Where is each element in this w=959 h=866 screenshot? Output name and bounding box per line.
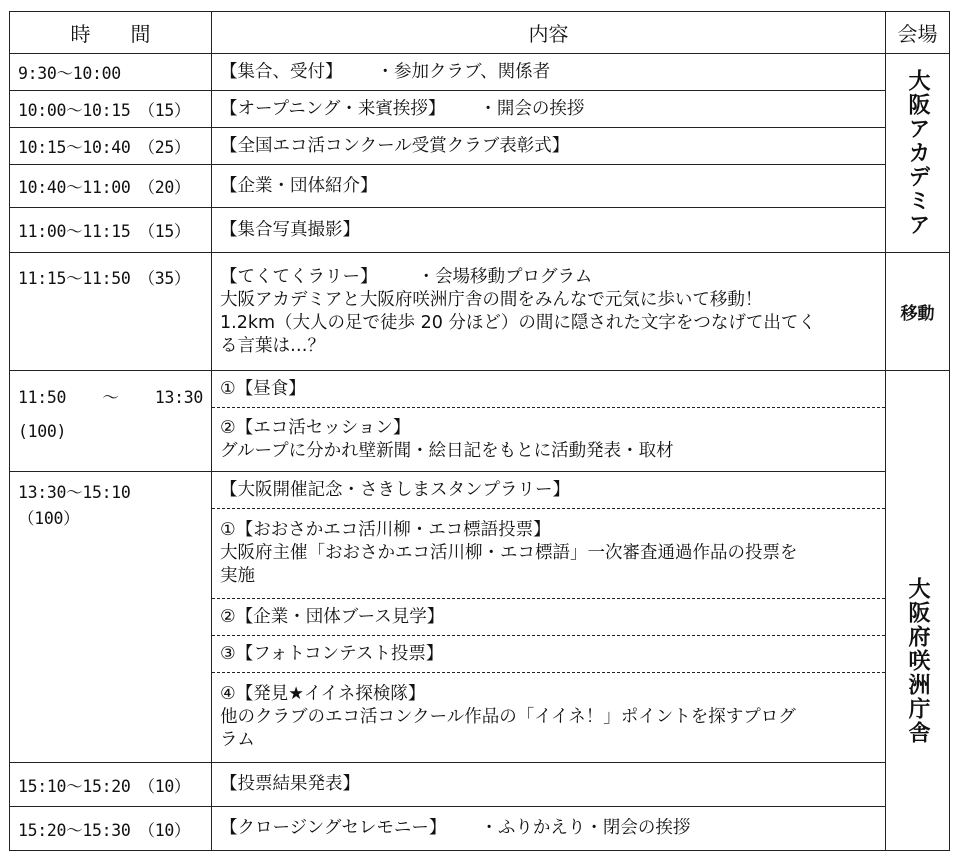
item-title: 【大阪開催記念・さきしまスタンプラリー】 bbox=[220, 479, 570, 500]
schedule-table bbox=[9, 11, 950, 851]
item-title: 【クロージングセレモニー】 bbox=[220, 818, 447, 838]
item-title: ②【エコ活セッション】 bbox=[220, 417, 411, 438]
item-title: 【集合写真撮影】 bbox=[220, 219, 360, 240]
header-row bbox=[10, 12, 950, 54]
venue-cell-blank bbox=[886, 371, 950, 472]
item-desc: 大阪府主催「おおさかエコ活川柳・エコ標語」一次審査通過作品の投票を bbox=[220, 543, 798, 563]
venue-academia: 大阪アカデミア bbox=[905, 69, 930, 237]
header-content: 内容 bbox=[212, 12, 886, 54]
content-cell bbox=[212, 673, 886, 763]
time-duration: (100) bbox=[18, 422, 67, 441]
table-row bbox=[10, 54, 950, 91]
item-desc: ラム bbox=[220, 730, 255, 750]
item-desc: 大阪アカデミアと大阪府咲洲庁舎の間をみんなで元気に歩いて移動！ bbox=[220, 289, 763, 310]
venue-cell-academia bbox=[886, 54, 950, 253]
item-title: 【投票結果発表】 bbox=[220, 774, 360, 794]
time-cell: 15:20～15:30 （10） bbox=[10, 807, 212, 851]
time-duration: （100） bbox=[18, 509, 80, 528]
table-row bbox=[10, 165, 950, 208]
time-cell bbox=[10, 371, 212, 472]
content-cell bbox=[212, 636, 886, 673]
content-cell bbox=[212, 472, 886, 509]
item-title: ④【発見★イイネ探検隊】 bbox=[220, 684, 426, 704]
content-cell bbox=[212, 807, 886, 851]
venue-sakishima: 大阪府咲洲庁舎 bbox=[905, 576, 930, 745]
item-desc: 他のクラブのエコ活コンクール作品の「イイネ！」ポイントを探すプログ bbox=[220, 707, 796, 727]
time-cell: 10:00～10:15 （15） bbox=[10, 91, 212, 128]
time-cell: 9:30～10:00 bbox=[10, 54, 212, 91]
table-row bbox=[10, 91, 950, 128]
item-title: ③【フォトコンテスト投票】 bbox=[220, 643, 444, 664]
venue-cell-sakishima bbox=[886, 472, 950, 851]
item-desc: 1.2km（大人の足で徒歩 20 分ほど）の間に隠された文字をつなげて出てく bbox=[220, 312, 816, 333]
item-title: ①【昼食】 bbox=[220, 378, 306, 399]
content-cell bbox=[212, 408, 886, 472]
table-row bbox=[10, 253, 950, 371]
header-time: 時 間 bbox=[10, 12, 212, 54]
time-cell: 11:15～11:50 （35） bbox=[10, 253, 212, 371]
time-end: 13:30 bbox=[154, 388, 203, 407]
item-note: ・会場移動プログラム bbox=[417, 266, 593, 287]
content-cell bbox=[212, 54, 886, 91]
time-cell: 15:10～15:20 （10） bbox=[10, 763, 212, 807]
time-start: 11:50 bbox=[18, 388, 67, 407]
content-cell bbox=[212, 599, 886, 636]
item-note: ・参加クラブ、関係者 bbox=[376, 61, 551, 82]
content-cell bbox=[212, 371, 886, 408]
item-title: 【企業・団体紹介】 bbox=[220, 175, 378, 196]
content-cell bbox=[212, 253, 886, 371]
content-cell bbox=[212, 165, 886, 208]
item-note: ・開会の挨拶 bbox=[479, 98, 585, 119]
content-cell bbox=[212, 128, 886, 165]
item-desc: 実施 bbox=[220, 566, 255, 586]
item-title: ①【おおさかエコ活川柳・エコ標語投票】 bbox=[220, 520, 551, 540]
header-venue: 会場 bbox=[886, 12, 950, 54]
time-cell bbox=[10, 472, 212, 763]
item-desc: る言葉は…？ bbox=[220, 335, 325, 356]
item-title: ②【企業・団体ブース見学】 bbox=[220, 606, 445, 627]
table-row bbox=[10, 208, 950, 253]
item-title: 【てくてくラリー】 bbox=[220, 266, 378, 287]
time-cell: 10:40～11:00 （20） bbox=[10, 165, 212, 208]
table-row bbox=[10, 807, 950, 851]
item-title: 【集合、受付】 bbox=[220, 61, 343, 82]
venue-move: 移動 bbox=[886, 253, 950, 371]
table-row bbox=[10, 763, 950, 807]
table-row bbox=[10, 128, 950, 165]
table-row bbox=[10, 371, 950, 408]
content-cell bbox=[212, 509, 886, 599]
item-note: ・ふりかえり・閉会の挨拶 bbox=[480, 818, 691, 838]
content-cell bbox=[212, 208, 886, 253]
time-range: 13:30～15:10 bbox=[18, 483, 131, 502]
table-row bbox=[10, 472, 950, 509]
content-cell bbox=[212, 763, 886, 807]
item-title: 【オープニング・来賓挨拶】 bbox=[220, 98, 446, 119]
item-title: 【全国エコ活コンクール受賞クラブ表彰式】 bbox=[220, 135, 570, 156]
time-cell: 11:00～11:15 （15） bbox=[10, 208, 212, 253]
item-desc: グループに分かれ壁新聞・絵日記をもとに活動発表・取材 bbox=[220, 440, 674, 461]
content-cell bbox=[212, 91, 886, 128]
time-dash: ～ bbox=[102, 388, 119, 407]
time-cell: 10:15～10:40 （25） bbox=[10, 128, 212, 165]
